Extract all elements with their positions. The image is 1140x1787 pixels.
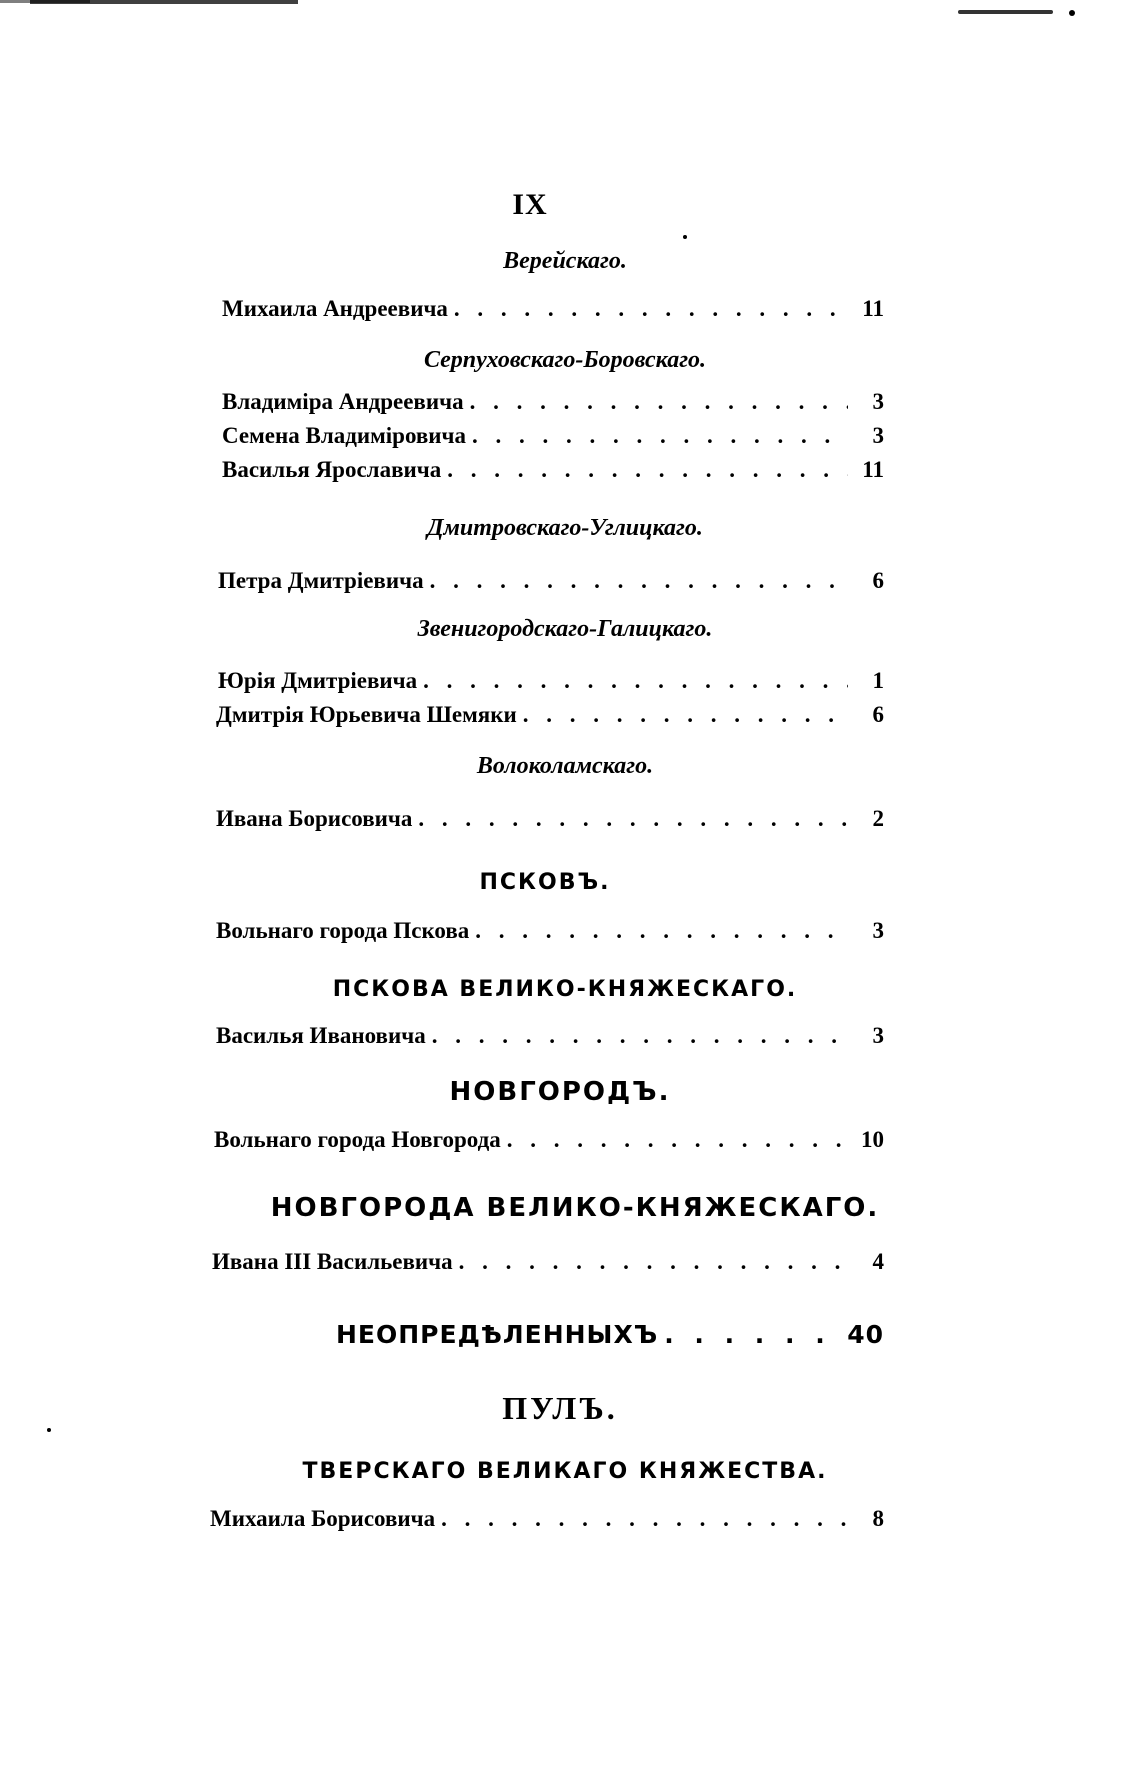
entry-name: Дмитрія Юрьевича Шемяки	[216, 702, 517, 727]
entry-name: Юрія Дмитріевича	[218, 668, 418, 693]
entry-name: Владиміра Андреевича	[222, 389, 464, 414]
section-heading-tverskago: ТВЕРСКАГО ВЕЛИКАГО КНЯЖЕСТВА.	[302, 1459, 828, 1484]
dot-leader	[454, 296, 848, 322]
section-title-volokolamskago: Волоколамскаго.	[476, 753, 654, 779]
entry-page: 10	[861, 1127, 884, 1152]
entry-name: Вольнаго города Новгорода	[214, 1127, 501, 1152]
entry-name: Михаила Борисовича	[210, 1506, 436, 1531]
entry-page: 11	[862, 457, 884, 482]
dot-leader	[664, 1320, 841, 1349]
entry-page: 11	[862, 296, 884, 321]
dot-leader	[430, 568, 848, 594]
section-title-zvenigorodskago: Звенигородскаго-Галицкаго.	[417, 616, 713, 642]
entry-name: Михаила Андреевича	[222, 296, 448, 321]
entry-name: Ивана Борисовича	[216, 806, 413, 831]
entry-page: 3	[872, 423, 884, 448]
entry-page: 8	[872, 1506, 884, 1531]
toc-entry	[216, 702, 884, 734]
section-heading-pul: ПУЛЪ.	[502, 1390, 618, 1426]
toc-entry	[222, 389, 884, 421]
toc-entry-neopredelennykh	[336, 1320, 884, 1352]
toc-entry	[214, 1127, 884, 1159]
entry-page: 4	[872, 1249, 884, 1274]
toc-entry	[218, 668, 884, 700]
section-title-dmitrovskago: Дмитровскаго-Углицкаго.	[427, 515, 703, 541]
toc-entry	[222, 296, 884, 328]
toc-entry	[216, 806, 884, 838]
section-heading-pskov: ПСКОВЪ.	[479, 870, 611, 895]
entry-name: Петра Дмитріевича	[218, 568, 424, 593]
entry-name: Вольнаго города Пскова	[216, 918, 470, 943]
entry-name: Василья Ярославича	[222, 457, 442, 482]
section-heading-pskova-vk: ПСКОВА ВЕЛИКО-КНЯЖЕСКАГО.	[332, 977, 798, 1002]
scan-speck	[683, 235, 687, 239]
section-heading-novgorod: НОВГОРОДЪ.	[449, 1077, 671, 1107]
top-right-dot	[1069, 10, 1075, 16]
toc-entry	[210, 1506, 884, 1538]
toc-entry	[218, 568, 884, 600]
dot-leader	[475, 918, 848, 944]
dot-leader	[441, 1506, 848, 1532]
dot-leader	[447, 457, 848, 483]
dot-leader	[472, 423, 848, 449]
dot-leader	[459, 1249, 848, 1275]
dot-leader	[418, 806, 848, 832]
page-number: IX	[512, 188, 548, 221]
toc-entry	[212, 1249, 884, 1281]
entry-page: 2	[872, 806, 884, 831]
top-left-rule	[30, 0, 298, 4]
scan-speck	[47, 1428, 51, 1432]
dot-leader	[507, 1127, 848, 1153]
section-title-serpukhovskago: Серпуховскаго-Боровскаго.	[423, 347, 707, 373]
section-heading-novgoroda-vk: НОВГОРОДА ВЕЛИКО-КНЯЖЕСКАГО.	[270, 1193, 880, 1223]
entry-page: 1	[872, 668, 884, 693]
entry-page: 3	[872, 389, 884, 414]
dot-leader	[432, 1023, 848, 1049]
dot-leader	[523, 702, 848, 728]
entry-page: 3	[872, 918, 884, 943]
dot-leader	[423, 668, 848, 694]
entry-page: 3	[872, 1023, 884, 1048]
entry-name: Семена Владиміровича	[222, 423, 467, 448]
toc-entry	[222, 423, 884, 455]
entry-name: Василья Ивановича	[216, 1023, 426, 1048]
dot-leader	[470, 389, 848, 415]
entry-page: 40	[847, 1320, 884, 1349]
entry-page: 6	[872, 568, 884, 593]
entry-name: НЕОПРЕДѢЛЕННЫХЪ	[336, 1320, 659, 1349]
toc-entry	[216, 918, 884, 950]
toc-entry	[222, 457, 884, 489]
entry-page: 6	[872, 702, 884, 727]
section-title-vereiskago: Верейскаго.	[503, 248, 627, 274]
toc-entry	[216, 1023, 884, 1055]
entry-name: Ивана III Васильевича	[212, 1249, 453, 1274]
top-right-rule	[958, 10, 1053, 14]
